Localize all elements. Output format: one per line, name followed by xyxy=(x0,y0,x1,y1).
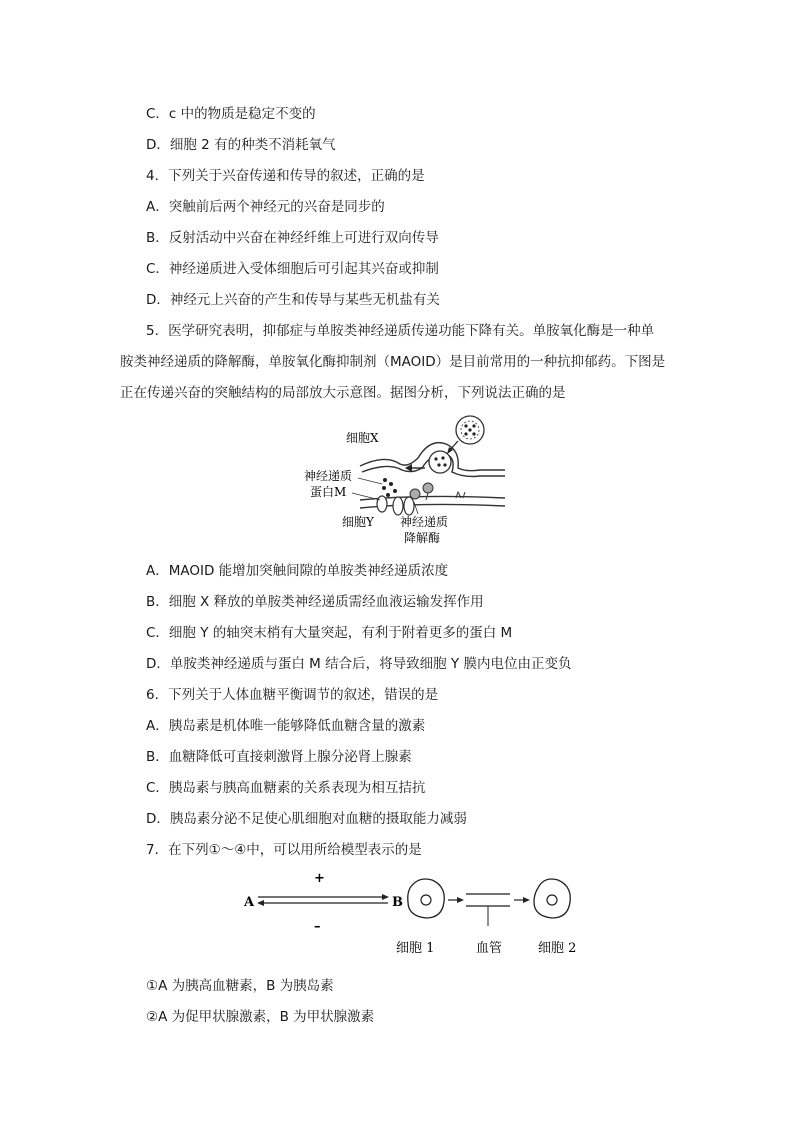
q5-stem-line1: 5．医学研究表明，抑郁症与单胺类神经递质传递功能下降有关。单胺氧化酶是一种单 xyxy=(146,323,655,339)
q7-stem: 7．在下列①～④中，可以用所给模型表示的是 xyxy=(146,842,422,858)
q6-option-a: A．胰岛素是机体唯一能够降低血糖含量的激素 xyxy=(146,718,426,734)
arrow-to-vessel-icon xyxy=(457,897,464,903)
forward-arrow-icon xyxy=(382,894,389,900)
model-figure xyxy=(238,868,588,960)
label-neurotransmitter: 神经递质 xyxy=(304,469,353,483)
label-enzyme-line2: 降解酶 xyxy=(404,531,441,545)
q6-stem: 6．下列关于人体血糖平衡调节的叙述，错误的是 xyxy=(146,687,439,703)
arrow-to-cell2-icon xyxy=(523,897,530,903)
q6-option-b: B．血糖降低可直接刺激肾上腺分泌肾上腺素 xyxy=(146,749,412,765)
q7-item-2: ②A 为促甲状腺激素，B 为甲状腺激素 xyxy=(146,1009,375,1025)
backward-arrow-icon xyxy=(257,900,264,906)
label-cell-2: 细胞 2 xyxy=(538,941,577,956)
label-cell-x: 细胞X xyxy=(346,431,379,445)
protein-m xyxy=(377,496,387,512)
q4-option-d: D．神经元上兴奋的产生和传导与某些无机盐有关 xyxy=(146,292,440,308)
label-vessel: 血管 xyxy=(476,941,503,956)
q5-stem-line3: 正在传递兴奋的突触结构的局部放大示意图。据图分析，下列说法正确的是 xyxy=(120,385,566,401)
synapse-figure xyxy=(300,408,520,553)
label-enzyme-line1: 神经递质 xyxy=(400,515,449,529)
q3-option-d: D．细胞 2 有的种类不消耗氧气 xyxy=(146,137,336,153)
q5-option-a: A．MAOID 能增加突触间隙的单胺类神经递质浓度 xyxy=(146,563,449,579)
q5-option-d: D．单胺类神经递质与蛋白 M 结合后，将导致细胞 Y 膜内电位由正变负 xyxy=(146,656,572,672)
label-plus: + xyxy=(314,871,325,886)
label-protein-m: 蛋白M xyxy=(310,485,347,499)
q4-stem: 4．下列关于兴奋传递和传导的叙述，正确的是 xyxy=(146,168,425,184)
q6-option-c: C．胰岛素与胰高血糖素的关系表现为相互拮抗 xyxy=(146,780,426,796)
q3-option-c: C．c 中的物质是稳定不变的 xyxy=(146,106,316,122)
degradation-enzyme xyxy=(410,489,420,499)
label-a: A xyxy=(244,895,255,910)
q4-option-b: B．反射活动中兴奋在神经纤维上可进行双向传导 xyxy=(146,230,439,246)
q4-option-a: A．突触前后两个神经元的兴奋是同步的 xyxy=(146,199,385,215)
q6-option-d: D．胰岛素分泌不足使心肌细胞对血糖的摄取能力减弱 xyxy=(146,811,467,827)
q5-option-c: C．细胞 Y 的轴突末梢有大量突起，有利于附着更多的蛋白 M xyxy=(146,625,513,641)
q5-stem-line2: 胺类神经递质的降解酶，单胺氧化酶抑制剂（MAOID）是目前常用的一种抗抑郁药。下图是 xyxy=(120,354,666,370)
q5-option-b: B．细胞 X 释放的单胺类神经递质需经血液运输发挥作用 xyxy=(146,594,484,610)
label-cell-y: 细胞Y xyxy=(342,515,374,529)
label-cell-1: 细胞 1 xyxy=(396,941,435,956)
q7-item-1: ①A 为胰高血糖素，B 为胰岛素 xyxy=(146,978,334,994)
label-minus: – xyxy=(314,919,321,934)
fusing-vesicle xyxy=(429,451,451,473)
q4-option-c: C．神经递质进入受体细胞后可引起其兴奋或抑制 xyxy=(146,261,439,277)
label-b: B xyxy=(392,895,403,910)
